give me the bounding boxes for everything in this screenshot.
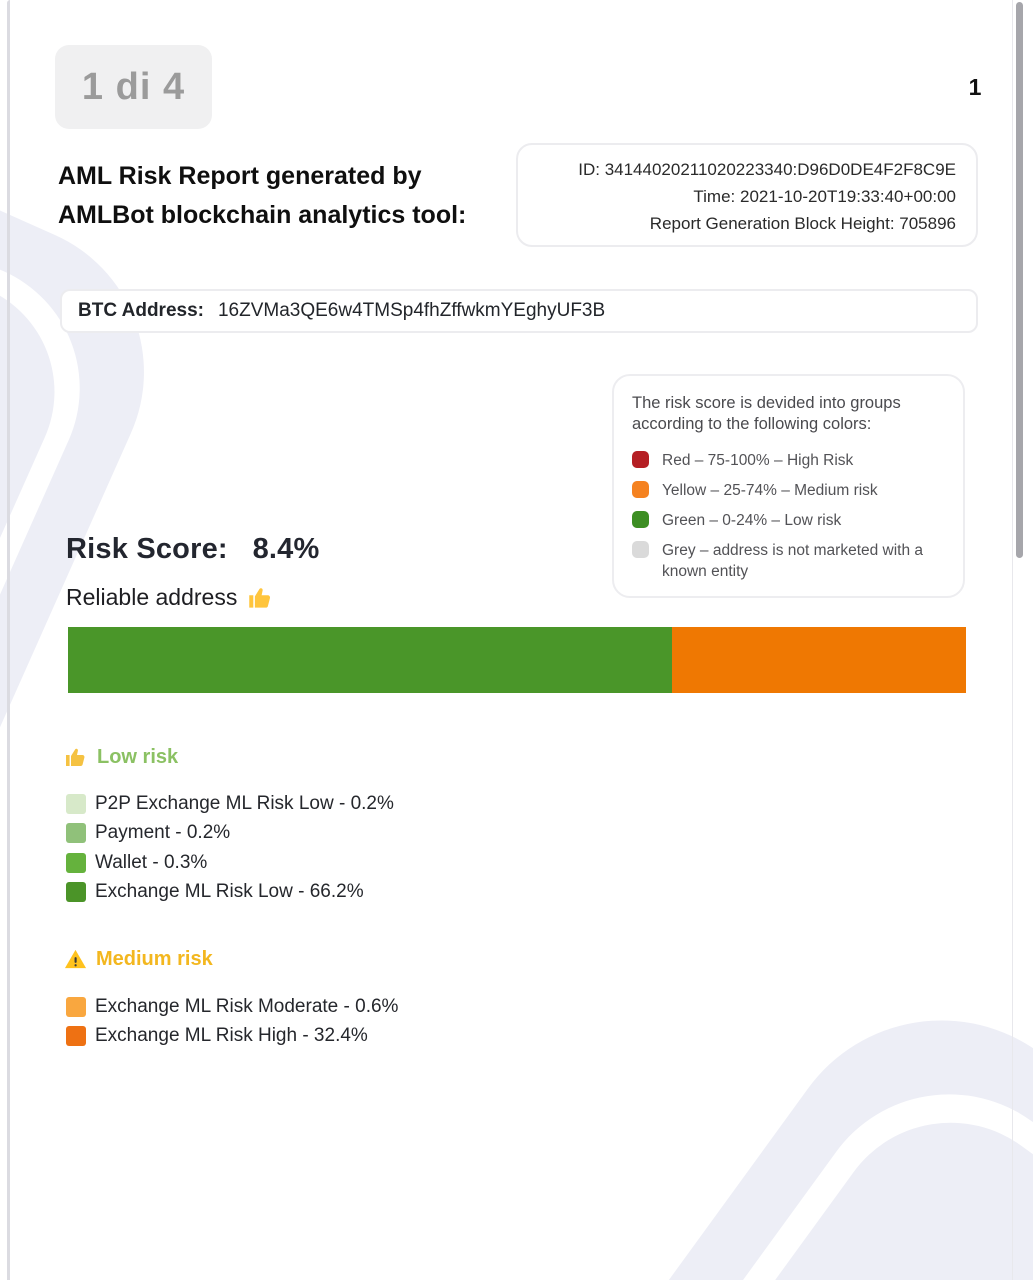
legend-intro: The risk score is devided into groups according to the following colors: xyxy=(632,394,901,433)
page-left-edge xyxy=(7,0,10,1280)
exchange-low-swatch-icon xyxy=(66,882,86,902)
list-item: Exchange ML Risk High - 32.4% xyxy=(66,1022,398,1052)
btc-address-box xyxy=(60,289,978,333)
exchange-moderate-swatch-icon xyxy=(66,997,86,1017)
grey-swatch-icon xyxy=(632,541,649,558)
legend-item-grey: Grey – address is not marketed with a known entity xyxy=(632,540,949,582)
medium-risk-heading: Medium risk xyxy=(64,948,213,971)
payment-swatch-icon xyxy=(66,823,86,843)
medium-risk-list xyxy=(66,992,398,1051)
report-meta-box xyxy=(516,143,978,247)
report-time: Time: 2021-10-20T19:33:40+00:00 xyxy=(693,187,956,206)
risk-bar-medium-segment xyxy=(672,627,966,693)
verdict-text: Reliable address xyxy=(66,584,238,610)
list-item: Payment - 0.2% xyxy=(66,819,394,849)
low-risk-list xyxy=(66,789,394,907)
list-item: Exchange ML Risk Low - 66.2% xyxy=(66,878,394,908)
legend-item-yellow: Yellow – 25-74% – Medium risk xyxy=(632,480,949,501)
risk-verdict xyxy=(66,584,274,611)
scrollbar-track[interactable] xyxy=(1012,0,1013,1280)
p2p-exchange-swatch-icon xyxy=(66,794,86,814)
thumbs-up-icon xyxy=(64,745,88,769)
legend-item-green: Green – 0-24% – Low risk xyxy=(632,510,949,531)
exchange-high-swatch-icon xyxy=(66,1026,86,1046)
btc-address-label: BTC Address: xyxy=(78,300,204,321)
warning-icon xyxy=(64,948,87,971)
btc-address-value: 16ZVMa3QE6w4TMSp4fhZffwkmYEghyUF3B xyxy=(217,300,606,321)
risk-color-legend xyxy=(612,374,965,598)
report-title-line2: AMLBot blockchain analytics tool: xyxy=(58,201,467,229)
wallet-swatch-icon xyxy=(66,853,86,873)
green-swatch-icon xyxy=(632,511,649,528)
low-risk-heading: Low risk xyxy=(64,745,178,769)
risk-bar-low-segment xyxy=(68,627,672,693)
orange-swatch-icon xyxy=(632,481,649,498)
risk-score-bar xyxy=(68,627,966,693)
report-id: ID: 34144020211020223340:D96D0DE4F2F8C9E xyxy=(578,160,956,179)
thumbs-up-icon xyxy=(247,584,274,611)
risk-score-value: 8.4% xyxy=(252,533,320,565)
list-item: Wallet - 0.3% xyxy=(66,848,394,878)
risk-score-heading: Risk Score: 8.4% xyxy=(66,533,320,565)
red-swatch-icon xyxy=(632,451,649,468)
report-title xyxy=(58,157,538,235)
report-title-line1: AML Risk Report generated by xyxy=(58,162,422,190)
pagination-badge: 1 di 4 xyxy=(55,45,212,129)
list-item: P2P Exchange ML Risk Low - 0.2% xyxy=(66,789,394,819)
report-block-height: Report Generation Block Height: 705896 xyxy=(649,214,956,233)
list-item: Exchange ML Risk Moderate - 0.6% xyxy=(66,992,398,1022)
page-number: 1 xyxy=(968,74,982,100)
scrollbar-thumb[interactable] xyxy=(1016,2,1023,558)
legend-item-red: Red – 75-100% – High Risk xyxy=(632,450,949,471)
